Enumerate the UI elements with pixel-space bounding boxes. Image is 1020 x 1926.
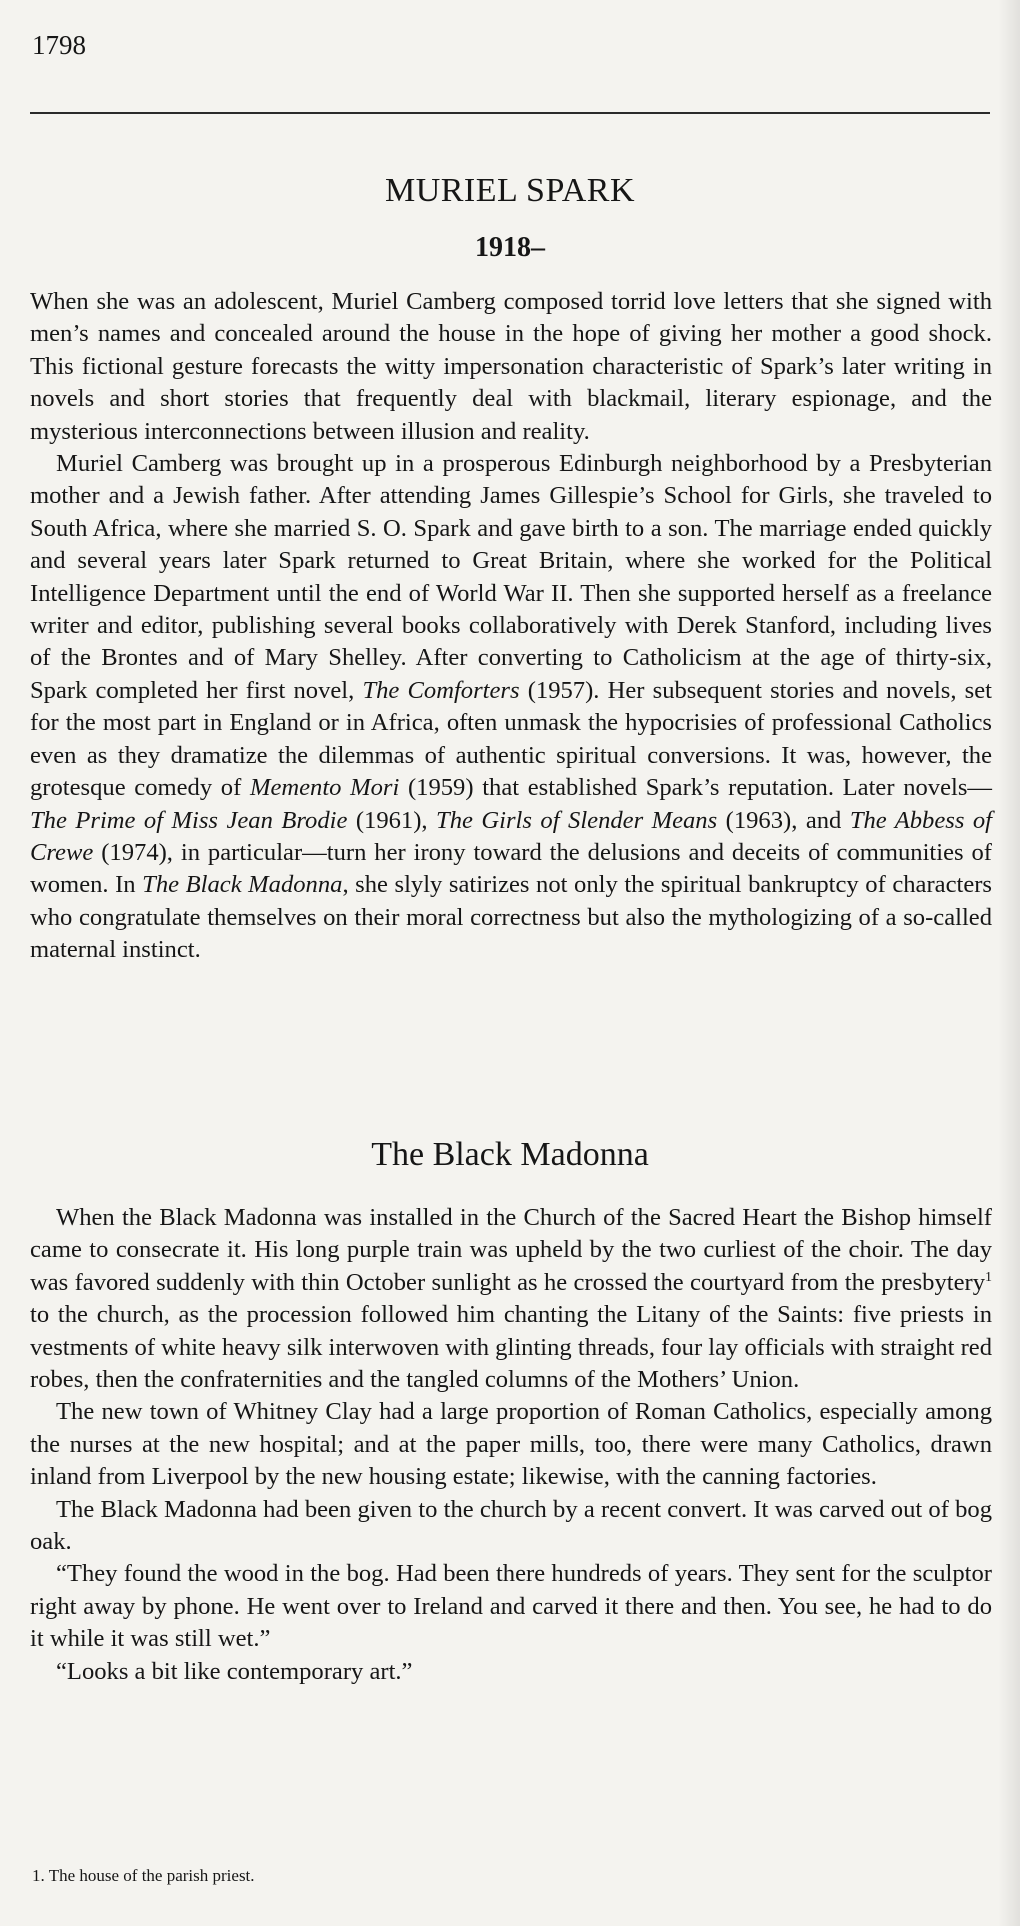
story-text: to the church, as the procession followed him chanting the Litany of the Saints: five priests in vestments of white heavy silk interwoven with glinting threads, four lay officials with straight red robes, then the confraternities and the tangled columns of the Mothers’ Union. bbox=[30, 1301, 992, 1394]
page-edge-shadow bbox=[998, 0, 1020, 1926]
book-title: The Comforters bbox=[362, 676, 520, 704]
bio-text: (1974), in particular—turn her irony toward the delusions and deceits of communities of women. In bbox=[30, 838, 992, 899]
story-title: The Black Madonna bbox=[371, 1136, 649, 1173]
page-number: 1798 bbox=[32, 30, 86, 60]
story-text: When the Black Madonna was installed in the Church of the Sacred Heart the Bishop himself came to consecrate it. His long purple train was upheld by the two curliest of the choir. The day was favored suddenly with thin October sunlight as he crossed the courtyard from the presbytery bbox=[30, 1204, 992, 1296]
bio-text: (1961), bbox=[347, 806, 437, 834]
author-biography bbox=[30, 286, 992, 967]
story-paragraph-1 bbox=[30, 1202, 992, 1396]
header-rule bbox=[30, 112, 990, 114]
story-paragraph-3: The Black Madonna had been given to the church by a recent convert. It was carved out of bog oak. bbox=[30, 1495, 992, 1556]
author-dates: 1918– bbox=[475, 232, 545, 263]
author-name: MURIEL SPARK bbox=[384, 172, 636, 209]
book-title: The Abbess of Crewe bbox=[30, 806, 992, 866]
story-paragraph-4: “They found the wood in the bog. Had been there hundreds of years. They sent for the sculptor right away by phone. He went over to Ireland and carved it there and then. You see, he had to do it while it was still wet.” bbox=[30, 1560, 992, 1653]
book-title: Memento Mori bbox=[249, 774, 400, 802]
bio-text: (1959) that established Spark’s reputation. Later novels— bbox=[399, 774, 992, 802]
bio-text: , she slyly satirizes not only the spiritual bankruptcy of characters who congratulate themselves on their moral correctness but also the mythologizing of a so-called maternal instinct. bbox=[30, 871, 992, 964]
book-title: The Girls of Slender Means bbox=[436, 806, 718, 834]
bio-text: Muriel Camberg was brought up in a prosperous Edinburgh neighborhood by a Presbyterian mother and a Jewish father. After attending James Gillespie’s School for Girls, she traveled to South Africa, where she married S. O. Spark and gave birth to a son. The marriage ended quickly and several years later Spark returned to Great Britain, where she worked for the Political Intelligence Department until the end of World War II. Then she supported herself as a freelance writer and editor, publishing several books collaboratively with Derek Stanford, including lives of the Brontes and of Mary Shelley. After converting to Catholicism at the age of thirty-six, Spark completed her first novel, bbox=[30, 450, 992, 704]
bio-text: (1957). Her subsequent stories and novels, set for the most part in England or in Africa, often unmask the hypocrisies of professional Catholics even as they dramatize the dilemmas of authentic spiritual conversions. It was, however, the grotesque comedy of bbox=[30, 676, 992, 802]
bio-text: (1963), and bbox=[717, 806, 850, 834]
footnote-marker: 1 bbox=[985, 1269, 992, 1285]
book-title: The Black Madonna bbox=[142, 871, 343, 899]
story-paragraph-5: “Looks a bit like contemporary art.” bbox=[56, 1657, 413, 1685]
footnote: 1. The house of the parish priest. bbox=[32, 1866, 255, 1885]
book-title: The Prime of Miss Jean Brodie bbox=[30, 806, 348, 834]
story-paragraph-2: The new town of Whitney Clay had a large proportion of Roman Catholics, especially among the nurses at the new hospital; and at the paper mills, too, there were many Catholics, drawn inland from Liverpool by the new housing estate; likewise, with the canning factories. bbox=[30, 1398, 992, 1491]
bio-paragraph-1: When she was an adolescent, Muriel Camberg composed torrid love letters that she signed with men’s names and concealed around the house in the hope of giving her mother a good shock. This fictional gesture forecasts the witty impersonation characteristic of Spark’s later writing in novels and short stories that frequently deal with blackmail, literary espionage, and the mysterious interconnections between illusion and reality. bbox=[30, 288, 992, 445]
bio-paragraph-2 bbox=[30, 448, 992, 967]
story-body bbox=[30, 1202, 992, 1688]
